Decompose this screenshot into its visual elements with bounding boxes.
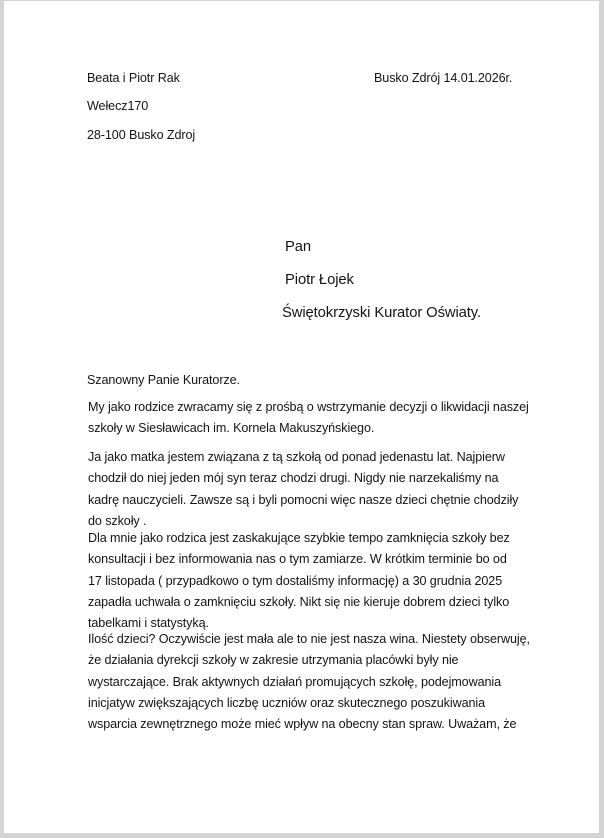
paragraph-line: konsultacji i bez informowania nas o tym zamiarze. W krótkim terminie bo od	[88, 552, 507, 567]
paragraph-line: My jako rodzice zwracamy się z prośbą o wstrzymanie decyzji o likwidacji naszej	[88, 400, 529, 414]
paragraph-1	[88, 397, 538, 440]
paragraph-line: Ja jako matka jestem związana z tą szkołą od ponad jedenastu lat. Najpierw	[88, 450, 505, 464]
paragraph-line: 17 listopada ( przypadkowo o tym dostaliśmy informację) a 30 grudnia 2025	[88, 573, 503, 588]
recipient-salutation: Pan	[285, 239, 312, 255]
place-date: Busko Zdrój 14.01.2026r.	[374, 71, 513, 85]
sender-name: Beata i Piotr Rak	[87, 71, 180, 85]
paragraph-line: tabelkami i statystyką.	[88, 616, 209, 631]
recipient-title: Świętokrzyski Kurator Oświaty.	[282, 305, 481, 321]
sender-city: 28-100 Busko Zdroj	[87, 128, 196, 142]
document-page	[4, 1, 599, 833]
recipient-name: Piotr Łojek	[285, 272, 354, 288]
paragraph-line: kadrę nauczycieli. Zawsze są i byli pomocni więc nasze dzieci chętnie chodziły	[88, 492, 519, 507]
paragraph-line: że działania dyrekcji szkoły w zakresie utrzymania placówki były nie	[88, 653, 459, 668]
paragraph-line: Ilość dzieci? Oczywiście jest mała ale to nie jest nasza wina. Niestety obserwuję,	[88, 632, 530, 646]
paragraph-line: szkoły w Siesławicach im. Kornela Makuszyńskiego.	[88, 421, 375, 436]
sender-street: Wełecz170	[87, 99, 149, 113]
paragraph-line: chodził do niej jeden mój syn teraz chodzi drugi. Nigdy nie narzekaliśmy na	[88, 471, 499, 486]
paragraph-line: zapadła uchwała o zamknięciu szkoły. Nikt się nie kieruje dobrem dzieci tylko	[88, 594, 510, 609]
paragraph-line: inicjatyw zwiększających liczbę uczniów oraz skutecznego poszukiwania	[88, 695, 485, 710]
paragraph-3	[88, 528, 538, 634]
paragraph-line: wsparcia zewnętrznego może mieć wpływ na obecny stan spraw. Uważam, że	[88, 717, 517, 732]
paragraph-line: do szkoły .	[88, 513, 147, 528]
paragraph-2	[88, 447, 538, 532]
greeting: Szanowny Panie Kuratorze.	[87, 373, 240, 387]
paragraph-line: wystarczające. Brak aktywnych działań promujących szkołę, podejmowania	[88, 674, 501, 689]
paragraph-4	[88, 629, 538, 735]
paragraph-line: Dla mnie jako rodzica jest zaskakujące szybkie tempo zamknięcia szkoły bez	[88, 531, 510, 545]
